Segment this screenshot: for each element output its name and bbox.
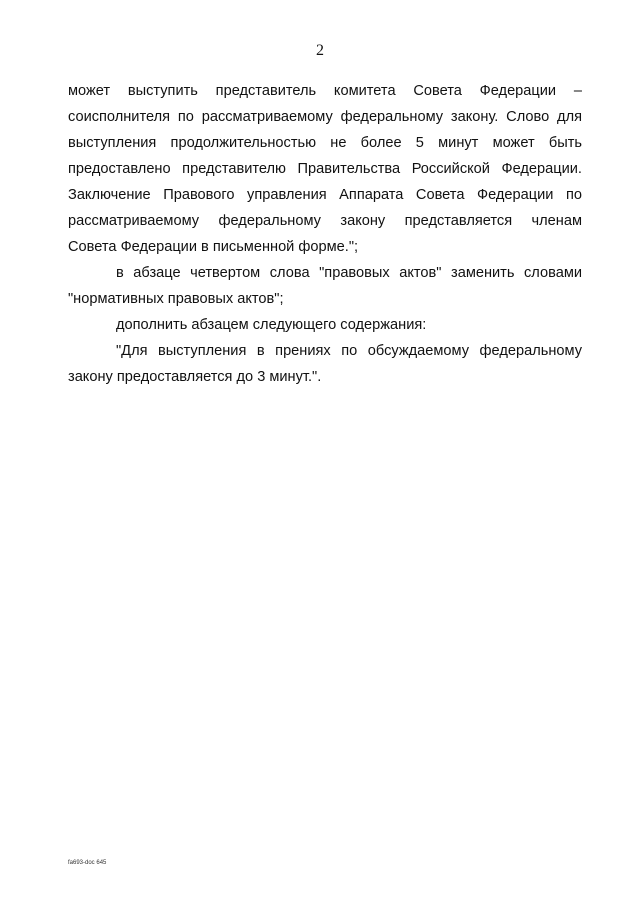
document-body (68, 78, 582, 390)
text-line: дополнить абзацем следующего содержания: (116, 317, 427, 333)
text-line: в абзаце четвертом слова "правовых актов" заменить словами (116, 265, 582, 281)
text-line: Заключение Правового управления Аппарата Совета Федерации по (68, 187, 582, 203)
footer-file-label: fa693-doc 645 (68, 860, 107, 866)
text-line: "нормативных правовых актов"; (68, 291, 284, 307)
page-number: 2 (316, 42, 324, 59)
text-line: предоставлено представителю Правительства Российской Федерации. (68, 161, 582, 177)
text-line: Совета Федерации в письменной форме."; (68, 239, 359, 255)
text-line: "Для выступления в прениях по обсуждаемому федеральному (116, 343, 582, 359)
text-line: соисполнителя по рассматриваемому федеральному закону. Слово для (68, 109, 582, 125)
text-line: закону предоставляется до 3 минут.". (68, 369, 322, 385)
text-line: выступления продолжительностью не более 5 минут может быть (68, 135, 582, 151)
text-line: рассматриваемому федеральному закону представляется членам (68, 213, 582, 229)
text-line: может выступить представитель комитета Совета Федерации – (68, 83, 582, 99)
